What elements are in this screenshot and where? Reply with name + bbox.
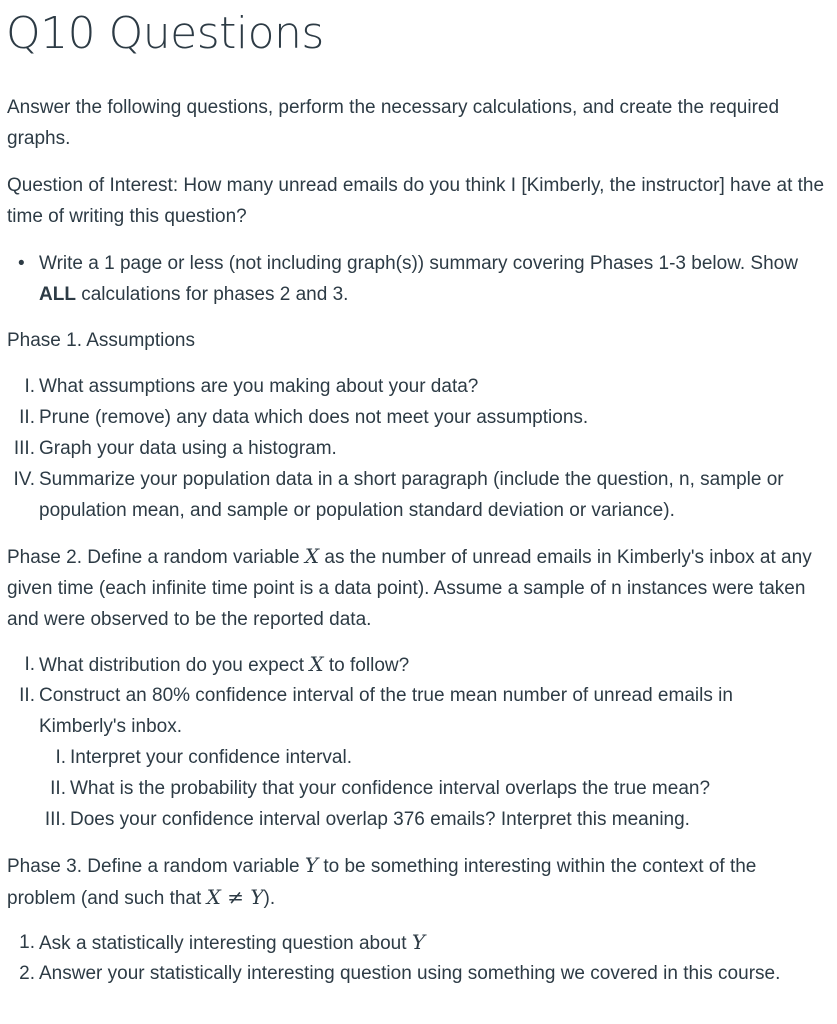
bullet-item — [39, 248, 809, 310]
phase1-heading: Phase 1. Assumptions — [7, 330, 195, 351]
bullet-bold-text: ALL — [39, 284, 76, 305]
phase3-item1-pre: Ask a statistically interesting question about — [39, 933, 412, 954]
phase2-item-text: Construct an 80% confidence interval of the true mean number of unread emails in Kimberly's inbox. — [39, 685, 733, 737]
phase2-subitem-number: I. — [55, 747, 66, 768]
variable-y: Y — [411, 930, 426, 954]
phase2-item-number: I. — [24, 654, 35, 675]
phase2-item1-post: to follow? — [323, 655, 410, 676]
math-x-not-equal-y: X ≠ Y — [206, 885, 264, 909]
phase3-item-text — [39, 927, 829, 959]
phase3-heading-mid: to be something interesting within the context of the problem (and such that — [7, 856, 757, 909]
phase3-heading — [7, 850, 829, 914]
phase2-item1-pre: What distribution do you expect — [39, 655, 310, 676]
phase3-heading-pre: Phase 3. Define a random variable — [7, 856, 305, 877]
bullet-marker: • — [18, 253, 25, 274]
variable-x: X — [304, 544, 320, 568]
phase1-item-text: Summarize your population data in a short paragraph (include the question, n, sample or population mean, and sample or population standard deviation or variance). — [39, 469, 784, 521]
variable-y: Y — [304, 853, 319, 877]
phase3-item-number: 1. — [19, 932, 35, 953]
phase1-item-number: IV. — [13, 469, 35, 490]
phase1-item-text: Graph your data using a histogram. — [39, 438, 337, 459]
page-title: Q10 Questions — [6, 8, 324, 59]
phase2-heading-post: as the number of unread emails in Kimberly's inbox at any given time (each infinite time point is a data point). Assume a sample of n instances were taken and were observed to be the reported data. — [7, 547, 812, 630]
phase2-subitem-text: What is the probability that your confidence interval overlaps the true mean? — [70, 778, 711, 799]
phase2-heading — [7, 541, 829, 635]
phase2-heading-pre: Phase 2. Define a random variable — [7, 547, 305, 568]
phase2-subitem-number: III. — [44, 809, 66, 830]
intro-paragraph: Answer the following questions, perform the necessary calculations, and create the required graphs. — [7, 97, 780, 149]
phase1-item-text: Prune (remove) any data which does not meet your assumptions. — [39, 407, 589, 428]
phase2-item-text — [39, 649, 829, 681]
phase2-item-number: II. — [19, 685, 35, 706]
phase2-subitem-text: Interpret your confidence interval. — [70, 747, 352, 768]
phase3-item-text: Answer your statistically interesting question using something we covered in this course. — [39, 963, 781, 984]
phase3-item-number: 2. — [19, 963, 35, 984]
phase2-subitem-number: II. — [50, 778, 66, 799]
phase1-item-text: What assumptions are you making about your data? — [39, 376, 479, 397]
phase1-item-number: I. — [24, 376, 35, 397]
bullet-text-pre: Write a 1 page or less (not including graph(s)) summary covering Phases 1-3 below. Show — [39, 253, 798, 274]
phase1-item-number: III. — [13, 438, 35, 459]
phase3-heading-post: ). — [263, 888, 276, 909]
phase2-subitem-text: Does your confidence interval overlap 376 emails? Interpret this meaning. — [70, 809, 690, 830]
question-of-interest: Question of Interest: How many unread emails do you think I [Kimberly, the instructor] have at the time of writing this question? — [7, 175, 825, 227]
variable-x: X — [309, 652, 324, 676]
bullet-text-post: calculations for phases 2 and 3. — [75, 284, 349, 305]
phase1-item-number: II. — [19, 407, 35, 428]
